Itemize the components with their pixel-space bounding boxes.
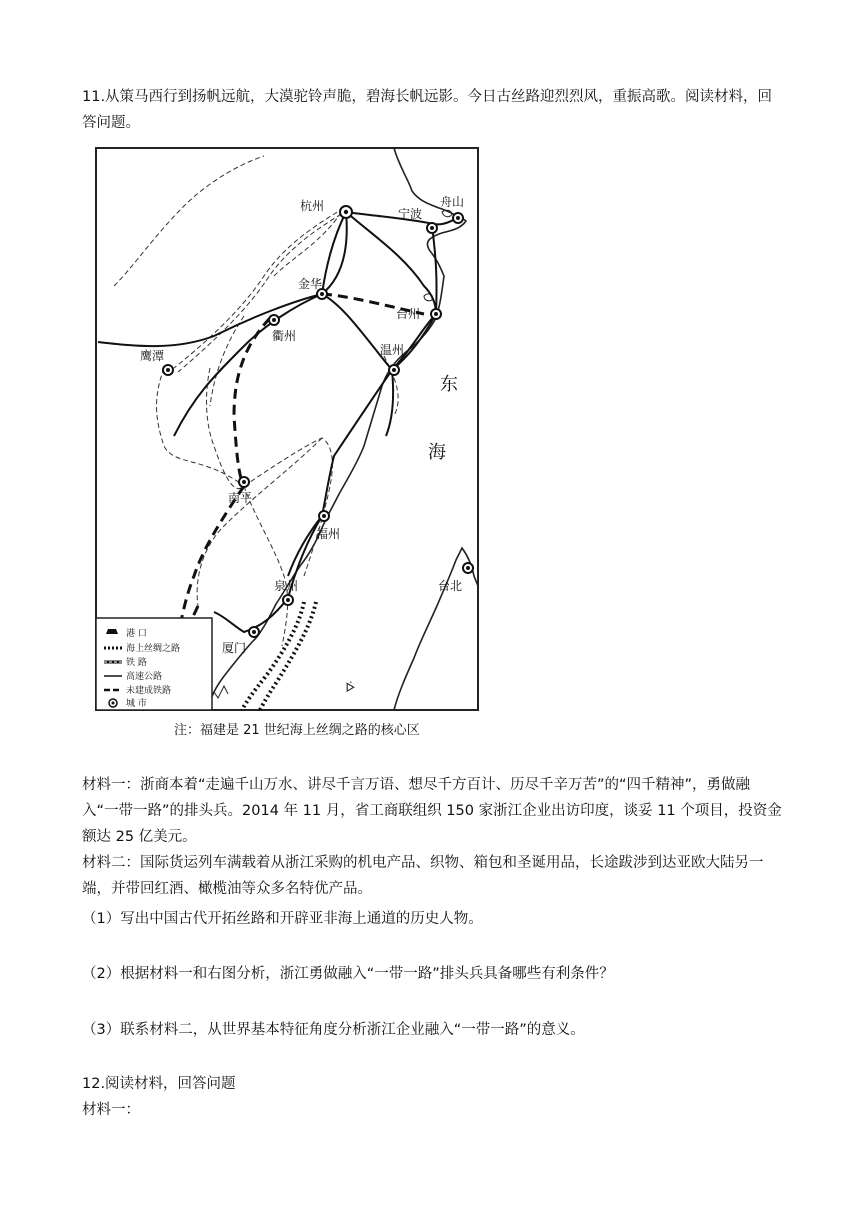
city-taibei: 台北 [438,579,463,593]
question-11-3: （3）联系材料二，从世界基本特征角度分析浙江企业融入“一带一路”的意义。 [82,1022,585,1038]
city-zhoushan: 舟山 [440,195,465,209]
svg-text:ᢰ: ᢰ [346,681,356,696]
legend-silk-road: 海上丝绸之路 [126,644,181,654]
city-wenzhou: 温州 [380,343,405,357]
city-yingtan: 鹰潭 [140,349,165,363]
legend-port: 港 口 [126,629,147,639]
city-nanping: 南平 [228,491,253,505]
question-12-stem: 12.阅读材料，回答问题 [82,1076,236,1092]
city-ningbo: 宁波 [398,207,423,221]
question-12-material-1-label: 材料一： [82,1102,140,1118]
city-taizhou: 台州 [396,307,421,321]
city-fuzhou: 福州 [316,527,341,541]
map-figure [94,146,480,744]
question-11-1: （1）写出中国古代开拓丝路和开辟亚非海上通道的历史人物。 [82,911,483,927]
city-hangzhou: 杭州 [300,199,325,213]
sea-label-2: 海 [428,442,446,463]
question-11-2: （2）根据材料一和右图分析，浙江勇做融入“一带一路”排头兵具备哪些有利条件？ [82,966,614,982]
legend-highway: 高速公路 [126,672,163,682]
question-11-stem: 11.从策马西行到扬帆远航，大漠驼铃声脆，碧海长帆远影。今日古丝路迎烈烈风，重振高歌。阅读材料，回答问题。 [82,89,773,131]
city-quanzhou: 泉州 [274,579,299,593]
map-note: 注：福建是 21 世纪海上丝绸之路的核心区 [174,723,420,738]
city-xiamen: 厦门 [222,641,247,655]
legend-unbuilt-rail: 未建成铁路 [126,686,172,696]
material-1: 材料一：浙商本着“走遍千山万水、讲尽千言万语、想尽千方百计、历尽千辛万苦”的“四千精神”，勇做融入“一带一路”的排头兵。2014 年 11 月，省工商联组织 150 家浙江企业出访印度，谈妥 11 个项目，投资金额达 25 亿美元。 [82,777,782,845]
city-quzhou: 衢州 [272,329,297,343]
legend-railway: 铁 路 [126,658,147,668]
material-2: 材料二：国际货运列车满载着从浙江采购的机电产品、织物、箱包和圣诞用品，长途跋涉到达亚欧大陆另一端，并带回红酒、橄榄油等众多名特优产品。 [82,855,764,897]
legend-city: 城 市 [126,699,147,709]
sea-label-1: 东 [440,374,458,395]
city-jinhua: 金华 [298,277,323,291]
map-legend [96,618,212,710]
